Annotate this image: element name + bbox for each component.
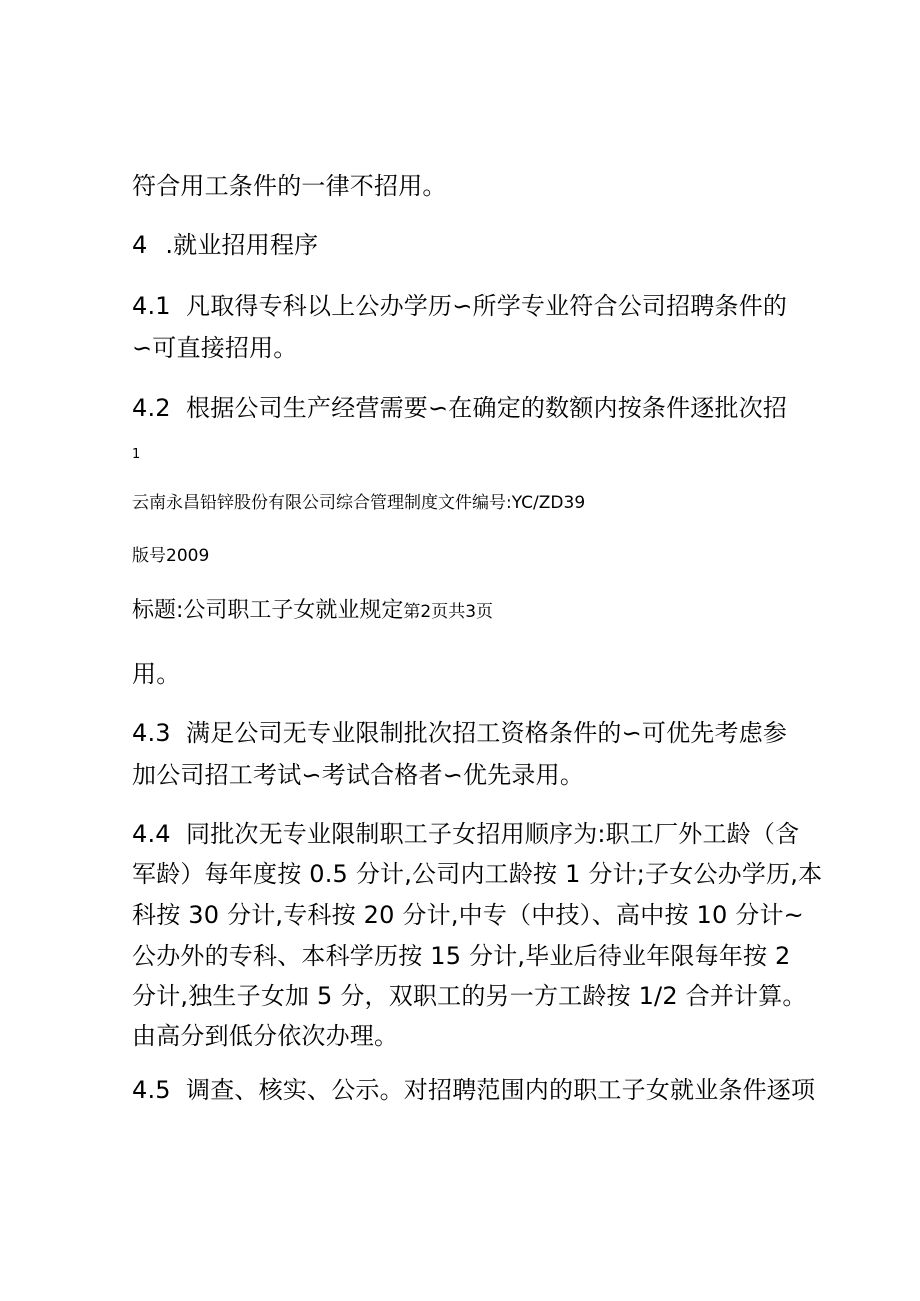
page-number: 1 bbox=[132, 447, 141, 462]
item-4-1-text: 凡取得专科以上公办学历∽所学专业符合公司招聘条件的 bbox=[186, 292, 788, 320]
header-title-main: 标题:公司职工子女就业规定 bbox=[132, 598, 404, 623]
item-4-4-line5: 分计,独生子女加 5 分，双职工的另一方工龄按 1/2 合并计算。 bbox=[132, 982, 807, 1010]
item-4-4-line1 bbox=[132, 822, 799, 846]
item-4-2-text: 根据公司生产经营需要∽在确定的数额内按条件逐批次招 bbox=[186, 394, 788, 422]
item-4-3-number: 4.3 bbox=[132, 719, 171, 747]
header-title-pages: 第2页共3页 bbox=[403, 602, 494, 622]
item-4-1-number: 4.1 bbox=[132, 292, 171, 320]
item-4-4-line6: 由高分到低分依次办理。 bbox=[132, 1022, 399, 1050]
item-4-2-continuation: 用。 bbox=[132, 660, 181, 688]
item-4-2-number: 4.2 bbox=[132, 394, 171, 422]
item-4-3-line1 bbox=[132, 721, 787, 745]
item-4-1-line1 bbox=[132, 294, 787, 318]
section-4-number: 4 bbox=[132, 231, 148, 259]
item-4-4-number: 4.4 bbox=[132, 820, 171, 848]
top-line: 符合用工条件的一律不招用。 bbox=[132, 172, 447, 200]
item-4-3-line2: 加公司招工考试∽考试合格者∽优先录用。 bbox=[132, 761, 585, 789]
item-4-5-line1 bbox=[132, 1078, 815, 1102]
item-4-4-text: 同批次无专业限制职工子女招用顺序为:职工厂外工龄（含 bbox=[186, 820, 800, 848]
item-4-4-line4: 公办外的专科、本科学历按 15 分计,毕业后待业年限每年按 2 bbox=[132, 942, 791, 970]
item-4-5-number: 4.5 bbox=[132, 1076, 171, 1104]
item-4-4-line3: 科按 30 分计,专科按 20 分计,中专（中技）、高中按 10 分计~ bbox=[132, 901, 804, 929]
item-4-1-line2: ∽可直接招用。 bbox=[132, 334, 298, 362]
item-4-4-line2: 军龄）每年度按 0.5 分计,公司内工龄按 1 分计;子女公办学历,本 bbox=[132, 860, 823, 888]
header-version-line: 版号2009 bbox=[132, 546, 210, 566]
section-4-title: .就业招用程序 bbox=[165, 231, 319, 259]
header-title-line bbox=[132, 600, 493, 622]
item-4-2-line1 bbox=[132, 396, 787, 420]
section-4-heading bbox=[132, 233, 318, 257]
item-4-3-text: 满足公司无专业限制批次招工资格条件的∽可优先考虑参 bbox=[186, 719, 788, 747]
header-company-line: 云南永昌铅锌股份有限公司综合管理制度文件编号:YC/ZD39 bbox=[132, 493, 586, 513]
item-4-5-text: 调查、核实、公示。对招聘范围内的职工子女就业条件逐项 bbox=[186, 1076, 816, 1104]
